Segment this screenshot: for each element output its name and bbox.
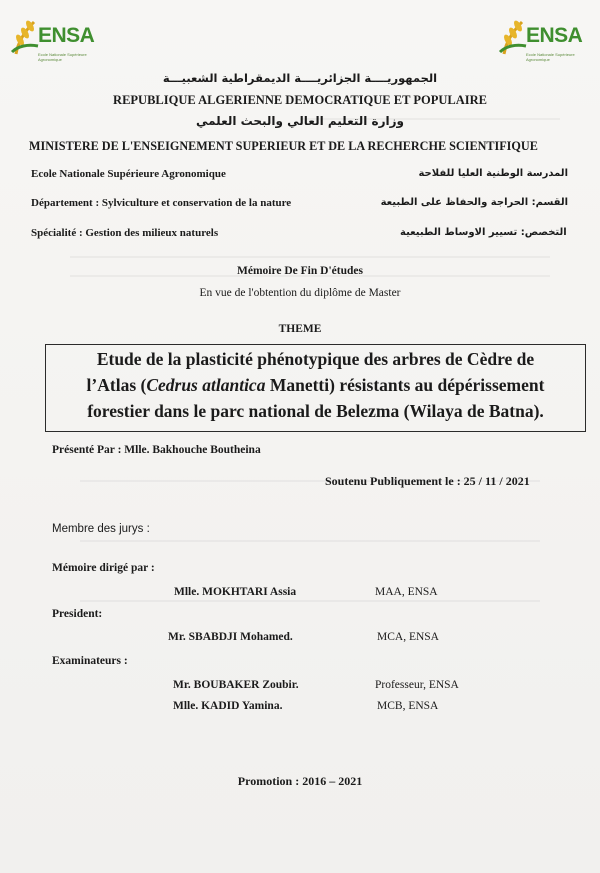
department-french: Département : Sylviculture et conservation de la nature: [31, 197, 292, 209]
thesis-title-line-2: [46, 375, 585, 396]
promotion: Promotion : 2016 – 2021: [237, 774, 363, 788]
species-name: Cedrus atlantica: [146, 375, 266, 395]
thesis-title-line-2-start: l’Atlas (: [86, 375, 147, 395]
examiner-title: Professeur, ENSA: [375, 679, 459, 691]
examiner-name: Mlle. KADID Yamina.: [173, 700, 283, 712]
wheat-icon: [10, 16, 40, 56]
memoire-title: Mémoire De Fin D'études: [237, 265, 363, 277]
specialty-french: Spécialité : Gestion des milieux naturels: [31, 227, 219, 239]
show-through-mark: [80, 600, 540, 602]
ministry-arabic: وزارة التعليم العالي والبحث العلمي: [195, 114, 405, 128]
show-through-mark: [80, 540, 540, 542]
theme-box: [45, 344, 586, 432]
defense-date: Soutenu Publiquement le : 25 / 11 / 2021: [325, 474, 530, 488]
examiner-title: MCB, ENSA: [377, 700, 439, 712]
thesis-title-line-2-end: Manetti) résistants au dépérissement: [265, 375, 545, 395]
ensa-logo-left: [10, 14, 95, 64]
republic-french: REPUBLIQUE ALGERIENNE DEMOCRATIQUE ET POPULAIRE: [113, 93, 487, 107]
school-arabic: المدرسة الوطنية العليا للفلاحة: [418, 168, 568, 179]
president-name: Mr. SBABDJI Mohamed.: [168, 631, 293, 643]
logo-word: ENSA: [526, 24, 583, 47]
jury-label: Membre des jurys :: [52, 523, 150, 535]
president-title: MCA, ENSA: [377, 631, 439, 643]
president-label: President:: [52, 608, 103, 620]
school-french: Ecole Nationale Supérieure Agronomique: [31, 168, 226, 180]
director-title: MAA, ENSA: [375, 586, 438, 598]
republic-arabic: الجمهوريــــة الجزائريــــة الديمقراطية الشعبيـــة: [162, 71, 438, 85]
ministry-french: MINISTERE DE L'ENSEIGNEMENT SUPERIEUR ET DE LA RECHERCHE SCIENTIFIQUE: [29, 139, 538, 153]
presented-by: Présenté Par : Mlle. Bakhouche Boutheina: [52, 444, 261, 456]
directed-by-label: Mémoire dirigé par :: [52, 562, 155, 574]
show-through-mark: [70, 256, 550, 258]
director-name: Mlle. MOKHTARI Assia: [174, 586, 297, 598]
examiner-name: Mr. BOUBAKER Zoubir.: [173, 679, 299, 691]
memoire-subtitle: En vue de l'obtention du diplôme de Master: [199, 287, 401, 299]
thesis-title-line-1: Etude de la plasticité phénotypique des arbres de Cèdre de: [96, 349, 535, 369]
ensa-logo-right: [498, 14, 583, 64]
logo-tagline: Ecole Nationale Supérieure Agronomique: [38, 52, 87, 62]
specialty-arabic: التخصص: تسيير الاوساط الطبيعية: [400, 227, 567, 238]
thesis-title-line-3: forestier dans le parc national de Belezma (Wilaya de Batna).: [87, 401, 544, 421]
wheat-icon: [498, 16, 528, 56]
examiners-label: Examinateurs :: [52, 655, 128, 667]
logo-tagline: Ecole Nationale Supérieure Agronomique: [526, 52, 575, 62]
department-arabic: القسم: الحراجة والحفاظ على الطبيعة: [380, 197, 568, 208]
theme-label: THEME: [278, 323, 322, 335]
logo-word: ENSA: [38, 24, 95, 47]
